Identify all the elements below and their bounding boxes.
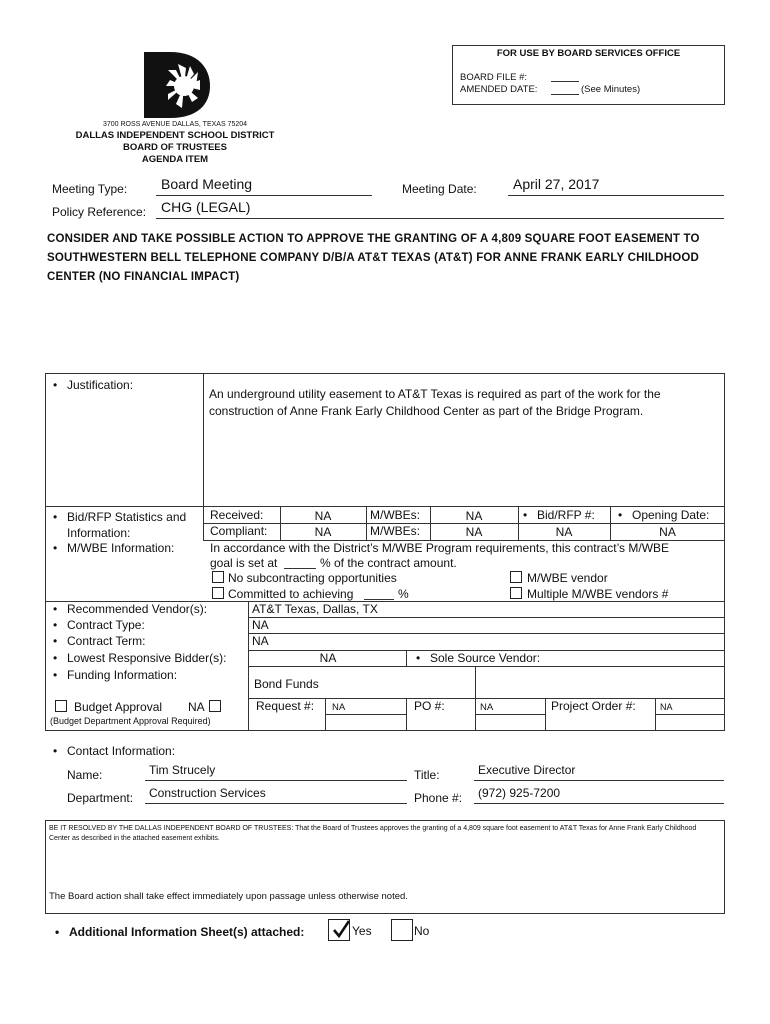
committed-label-a: Committed to achieving bbox=[228, 587, 354, 601]
contract-type-label: • Contract Type: bbox=[67, 618, 145, 632]
contact-phone-label: Phone #: bbox=[414, 791, 463, 805]
lowest-bidder-value[interactable]: NA bbox=[319, 651, 337, 665]
meeting-date-value: April 27, 2017 bbox=[513, 176, 600, 192]
district-address: 3700 ROSS AVENUE DALLAS, TEXAS 75204 bbox=[102, 121, 248, 128]
contact-dept-label: Department: bbox=[67, 791, 134, 805]
contact-name-value: Tim Strucely bbox=[149, 763, 216, 777]
resolution-effect: The Board action shall take effect immediately upon passage unless otherwise noted. bbox=[49, 891, 408, 902]
opening-date-value[interactable]: NA bbox=[659, 525, 676, 539]
board-file-field[interactable] bbox=[551, 81, 579, 82]
policy-reference-field[interactable] bbox=[156, 199, 724, 219]
mwbe-vendor-label: M/WBE vendor bbox=[527, 571, 608, 585]
amended-date-label: AMENDED DATE: bbox=[460, 84, 538, 95]
bid-stats-label-2: Information: bbox=[67, 526, 131, 540]
contact-title-value: Executive Director bbox=[478, 763, 576, 777]
no-subcontracting-checkbox[interactable] bbox=[212, 571, 224, 583]
amended-date-field[interactable] bbox=[551, 94, 579, 95]
mwbe-info-label: • M/WBE Information: bbox=[67, 541, 174, 555]
bid-stats-label-1: Bid/RFP Statistics and bbox=[67, 510, 187, 524]
budget-note: (Budget Department Approval Required) bbox=[50, 716, 211, 726]
project-order-value[interactable]: NA bbox=[660, 702, 673, 712]
budget-approval-checkbox[interactable] bbox=[55, 700, 67, 712]
funding-info-label: • Funding Information: bbox=[67, 668, 177, 682]
office-use-box bbox=[452, 45, 725, 105]
meeting-type-label: Meeting Type: bbox=[52, 182, 128, 196]
compliant-value[interactable]: NA bbox=[314, 525, 332, 539]
mwbe1-value[interactable]: NA bbox=[465, 509, 483, 523]
policy-reference-value: CHG (LEGAL) bbox=[161, 199, 251, 215]
compliant-label: Compliant: bbox=[210, 524, 268, 538]
recommended-vendor-label: • Recommended Vendor(s): bbox=[67, 602, 207, 616]
mwbe1-label: M/WBEs: bbox=[370, 508, 420, 522]
yes-label: Yes bbox=[352, 924, 372, 938]
request-value[interactable]: NA bbox=[332, 702, 346, 713]
contact-dept-field[interactable] bbox=[145, 786, 407, 804]
justification-text: An underground utility easement to AT&T Texas is required as part of the work for the construction of Anne Frank Early Childhood Center as part of the Bridge Program. bbox=[209, 387, 661, 418]
committed-field[interactable] bbox=[364, 599, 394, 600]
no-label: No bbox=[414, 924, 430, 938]
meeting-type-value: Board Meeting bbox=[161, 176, 253, 192]
goal-field[interactable] bbox=[284, 568, 316, 569]
committed-checkbox[interactable] bbox=[212, 587, 224, 599]
board-file-label: BOARD FILE #: bbox=[460, 72, 528, 83]
mwbe-vendor-checkbox[interactable] bbox=[510, 571, 522, 583]
meeting-type-field[interactable] bbox=[156, 176, 372, 196]
checkmark-icon bbox=[330, 918, 352, 940]
justification-label: • Justification: bbox=[67, 378, 133, 392]
contract-type-value[interactable]: NA bbox=[252, 618, 269, 632]
received-label: Received: bbox=[210, 508, 264, 522]
project-order-label: Project Order #: bbox=[551, 699, 636, 713]
policy-reference-label: Policy Reference: bbox=[52, 205, 147, 219]
meeting-date-label: Meeting Date: bbox=[402, 182, 477, 196]
po-value[interactable]: NA bbox=[480, 702, 494, 713]
multiple-vendors-checkbox[interactable] bbox=[510, 587, 522, 599]
board-of-trustees: BOARD OF TRUSTEES bbox=[123, 142, 227, 153]
mwbe2-value[interactable]: NA bbox=[465, 525, 483, 539]
contact-title-field[interactable] bbox=[474, 763, 724, 781]
meeting-date-field[interactable] bbox=[508, 176, 724, 196]
action-title: CONSIDER AND TAKE POSSIBLE ACTION TO APPROVE THE GRANTING OF A 4,809 SQUARE FOOT EASEMENT TO SOUTHWESTERN BELL TELEPHONE COMPANY D/B/A AT&T TEXAS (AT&T) FOR ANNE FRANK EARLY CHILDHOOD CENTER (NO FINANCIAL IMPACT) bbox=[47, 233, 700, 283]
po-label: PO #: bbox=[414, 699, 445, 713]
multiple-vendors-label: Multiple M/WBE vendors # bbox=[527, 587, 669, 601]
resolution-box bbox=[45, 820, 725, 914]
mwbe2-label: M/WBEs: bbox=[370, 524, 420, 538]
budget-na-checkbox[interactable] bbox=[209, 700, 221, 712]
opening-date-label: • Opening Date: bbox=[632, 508, 709, 522]
contact-name-field[interactable] bbox=[145, 763, 407, 781]
funding-value[interactable]: Bond Funds bbox=[254, 677, 319, 691]
committed-label-b: % bbox=[398, 587, 409, 601]
additional-info-label: • Additional Information Sheet(s) attached: bbox=[69, 925, 304, 939]
contract-term-value[interactable]: NA bbox=[252, 634, 269, 648]
see-minutes-note: (See Minutes) bbox=[581, 84, 641, 95]
received-value[interactable]: NA bbox=[314, 509, 332, 523]
bid-rfp-value[interactable]: NA bbox=[555, 525, 573, 539]
contact-phone-field[interactable] bbox=[474, 786, 724, 804]
goal-text-b: % of the contract amount. bbox=[320, 556, 457, 570]
goal-text-a: goal is set at bbox=[210, 556, 278, 570]
contact-name-label: Name: bbox=[67, 768, 103, 782]
request-label: Request #: bbox=[256, 699, 315, 713]
contact-phone-value: (972) 925-7200 bbox=[478, 786, 561, 800]
agenda-item-heading: AGENDA ITEM bbox=[141, 154, 209, 165]
recommended-vendor-value[interactable]: AT&T Texas, Dallas, TX bbox=[252, 602, 378, 616]
no-checkbox[interactable] bbox=[391, 919, 413, 941]
dallas-isd-logo bbox=[140, 50, 212, 120]
district-name: DALLAS INDEPENDENT SCHOOL DISTRICT bbox=[75, 130, 275, 141]
sole-source-label: • Sole Source Vendor: bbox=[430, 651, 540, 665]
contract-term-label: • Contract Term: bbox=[67, 634, 145, 648]
bid-stats-label bbox=[67, 509, 186, 541]
budget-na-label: NA bbox=[188, 700, 205, 714]
bid-rfp-label: • Bid/RFP #: bbox=[537, 508, 595, 522]
contact-title-label: Title: bbox=[414, 768, 440, 782]
lowest-bidder-label: • Lowest Responsive Bidder(s): bbox=[67, 651, 226, 665]
contact-heading: • Contact Information: bbox=[67, 744, 175, 758]
resolution-text: BE IT RESOLVED BY THE DALLAS INDEPENDENT BOARD OF TRUSTEES: That the Board of Trustees approves the granting of a 4,809 square foot easement to AT&T Texas for Anne Frank Early Childhood Center as described in the attached easement exhibits. bbox=[49, 825, 697, 842]
mwbe-line-1: In accordance with the District’s M/WBE Program requirements, this contract’s M/WBE bbox=[210, 541, 670, 555]
contact-dept-value: Construction Services bbox=[149, 786, 266, 800]
office-use-title: FOR USE BY BOARD SERVICES OFFICE bbox=[496, 48, 681, 59]
budget-approval-label: Budget Approval bbox=[74, 700, 163, 714]
yes-checkbox[interactable] bbox=[328, 919, 350, 941]
no-subcontracting-label: No subcontracting opportunities bbox=[228, 571, 397, 585]
